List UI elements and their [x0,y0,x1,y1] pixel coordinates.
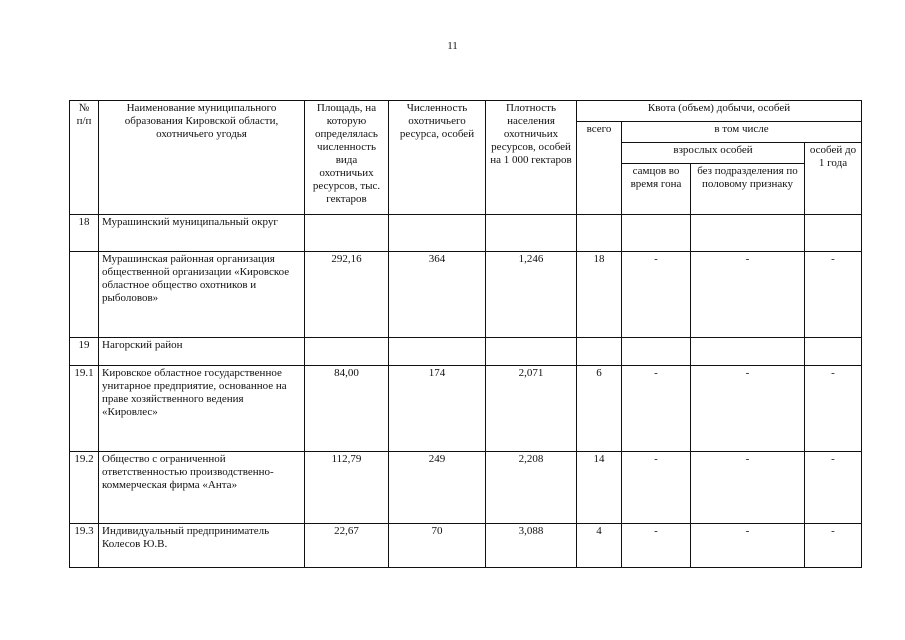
cell-name: Мурашинский муниципальный округ [99,215,305,252]
cell-density [486,338,577,366]
table-row [70,215,862,252]
header-count: Численность охотничьего ресурса, особей [389,101,486,215]
cell-under-one: - [805,366,862,452]
cell-name: Мурашинская районная организация общественной организации «Кировское областное общество охотников и рыболовов» [99,252,305,338]
cell-no-sex [691,338,805,366]
cell-no-sex [691,215,805,252]
header-including: в том числе [622,122,862,143]
cell-density: 1,246 [486,252,577,338]
cell-num [70,252,99,338]
table-row [70,338,862,366]
cell-count: 249 [389,452,486,524]
cell-total [577,338,622,366]
cell-area: 84,00 [305,366,389,452]
header-under-one: особей до 1 года [805,143,862,215]
cell-under-one: - [805,252,862,338]
cell-num: 18 [70,215,99,252]
header-row-1 [70,101,862,122]
cell-males: - [622,366,691,452]
cell-no-sex: - [691,452,805,524]
cell-num: 19 [70,338,99,366]
cell-name: Индивидуальный предприниматель Колесов Ю.В. [99,524,305,568]
cell-num: 19.2 [70,452,99,524]
cell-males: - [622,524,691,568]
cell-density [486,215,577,252]
cell-no-sex: - [691,366,805,452]
table-row [70,452,862,524]
page-number: 11 [447,40,458,52]
cell-total: 14 [577,452,622,524]
cell-density: 2,071 [486,366,577,452]
cell-area [305,338,389,366]
header-quota: Квота (объем) добычи, особей [577,101,862,122]
header-area: Площадь, на которую определялась численность вида охотничьих ресурсов, тыс. гектаров [305,101,389,215]
header-adults: взрослых особей [622,143,805,164]
cell-total: 6 [577,366,622,452]
cell-under-one: - [805,524,862,568]
table-row [70,524,862,568]
cell-total: 18 [577,252,622,338]
header-total: всего [577,122,622,215]
cell-no-sex: - [691,252,805,338]
cell-count: 70 [389,524,486,568]
cell-count [389,215,486,252]
cell-males [622,338,691,366]
cell-under-one [805,338,862,366]
cell-density: 3,088 [486,524,577,568]
header-num: № п/п [70,101,99,215]
cell-num: 19.1 [70,366,99,452]
cell-density: 2,208 [486,452,577,524]
table-row [70,252,862,338]
cell-area: 112,79 [305,452,389,524]
cell-no-sex: - [691,524,805,568]
cell-count [389,338,486,366]
cell-males: - [622,252,691,338]
header-name: Наименование муниципального образования Кировской области, охотничьего угодья [99,101,305,215]
cell-under-one: - [805,452,862,524]
cell-area [305,215,389,252]
cell-name: Кировское областное государственное унитарное предприятие, основанное на праве хозяйственного ведения «Кировлес» [99,366,305,452]
table-row [70,366,862,452]
quota-table [69,100,862,568]
cell-under-one [805,215,862,252]
cell-count: 364 [389,252,486,338]
header-no-sex: без подразделения по половому признаку [691,164,805,215]
cell-total [577,215,622,252]
cell-total: 4 [577,524,622,568]
cell-count: 174 [389,366,486,452]
cell-num: 19.3 [70,524,99,568]
cell-males [622,215,691,252]
cell-name: Нагорский район [99,338,305,366]
cell-area: 22,67 [305,524,389,568]
cell-males: - [622,452,691,524]
header-males: самцов во время гона [622,164,691,215]
cell-name: Общество с ограниченной ответственностью производственно-коммерческая фирма «Анта» [99,452,305,524]
header-density: Плотность населения охотничьих ресурсов, особей на 1 000 гектаров [486,101,577,215]
cell-area: 292,16 [305,252,389,338]
